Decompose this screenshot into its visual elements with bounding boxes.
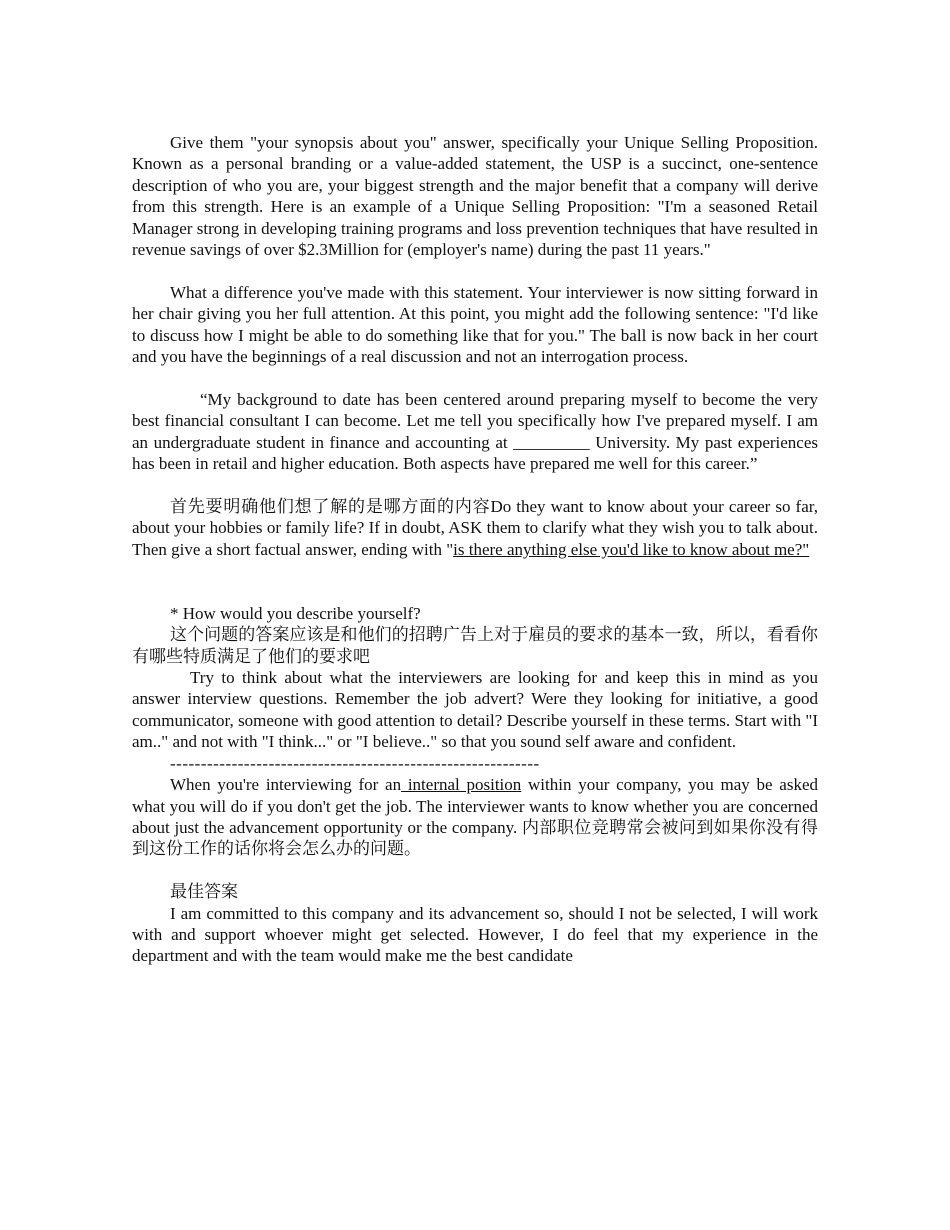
internal-position-text-before: When you're interviewing for an [170,775,402,795]
clarify-paragraph [132,496,818,560]
question-chinese-note: 这个问题的答案应该是和他们的招聘广告上对于雇员的要求的基本一致，所以，看看你有哪些特质满足了他们的要求吧 [132,625,818,666]
background-quote-paragraph: “My background to date has been centered around preparing myself to become the very best financial consultant I can become. Let me tell you specifically how I've prepared myself. I am an undergraduate student in finance and accounting at _________ University. My past experiences has been in retail and higher education. Both aspects have prepared me well for this career.” [132,389,818,474]
internal-position-underlined: internal position [401,775,522,795]
best-answer-label: 最佳答案 [170,882,238,902]
question-heading: * How would you describe yourself? [170,603,421,623]
document-body [132,132,818,967]
clarify-paragraph-text: 首先要明确他们想了解的是哪方面的内容Do they want to know about your career so far, about your hobbies or family life? If in doubt, ASK them to clarify what they wish you to talk about. Then give a short factual answer, ending with " [132,496,818,559]
describe-yourself-paragraph: Try to think about what the interviewers are looking for and keep this in mind as you answer interview questions. Remember the job advert? Were they looking for initiative, a good communicator, someone with good attention to detail? Describe yourself in these terms. Start with "I am.." and not with "I think..." or "I believe.." so that you sound self aware and confident. [132,668,818,752]
closing-question-underlined: is there anything else you'd like to know about me?" [453,539,810,559]
internal-position-text-after: within your company, you may be asked what you will do if you don't get the job. The interviewer wants to know whether you are concerned about just the advancement opportunity or the company. 内部职位竞聘常会被问到如果你没有得到这份工作的话你将会怎么办的问题。 [132,775,819,859]
internal-position-paragraph [132,774,818,860]
usp-paragraph: Give them "your synopsis about you" answer, specifically your Unique Selling Proposition. Known as a personal branding or a value-added statement, the USP is a succinct, one-sentence description of who you are, your biggest strength and the major benefit that a company will derive from this strength. Here is an example of a Unique Selling Proposition: "I'm a seasoned Retail Manager strong in developing training programs and loss prevention techniques that have resulted in revenue savings of over $2.3Million for (employer's name) during the past 11 years." [132,133,818,260]
difference-paragraph: What a difference you've made with this statement. Your interviewer is now sitting forward in her chair giving you her full attention. At this point, you might add the following sentence: "I'd like to discuss how I might be able to do something like that for you." The ball is now back in her court and you have the beginnings of a real discussion and not an interrogation process. [132,282,818,367]
separator-line: ------------------------------------------------------------ [170,753,540,773]
best-answer-paragraph: I am committed to this company and its advancement so, should I not be selected, I will work with and support whoever might get selected. However, I do feel that my experience in the department and with the team would make me the best candidate [132,903,818,966]
